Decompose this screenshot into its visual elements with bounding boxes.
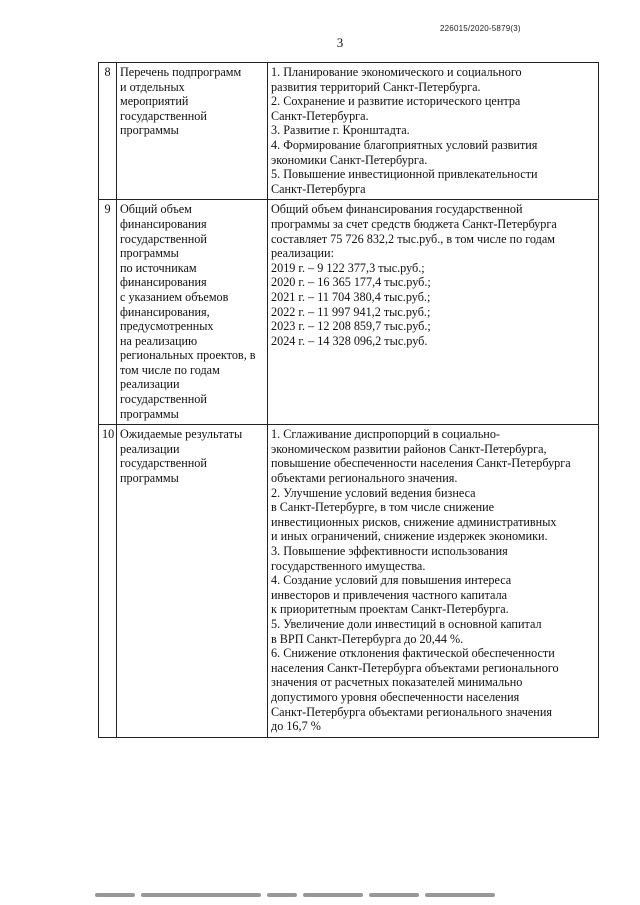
- value-line: 4. Формирование благоприятных условий развития: [271, 137, 538, 152]
- value-line: Санкт-Петербурга: [271, 181, 366, 196]
- value-line: 3. Развитие г. Кронштадта.: [271, 123, 410, 138]
- label-line: государственной: [120, 456, 207, 471]
- label-line: том числе по годам: [120, 362, 220, 377]
- value-line: Общий объем финансирования государственной: [271, 202, 523, 217]
- value-line: значения от расчетных показателей минимально: [271, 675, 523, 690]
- value-line: 1. Сглаживание диспропорций в социально-: [271, 427, 500, 442]
- value-line: 2023 г. – 12 208 859,7 тыс.руб.;: [271, 319, 431, 334]
- value-line: 2022 г. – 11 997 941,2 тыс.руб.;: [271, 304, 431, 319]
- label-line: государственной: [120, 392, 207, 407]
- label-line: финансирования: [120, 216, 207, 231]
- label-line: финансирования: [120, 275, 207, 290]
- value-line: и иных ограничений, снижение издержек экономики.: [271, 529, 548, 544]
- value-line: повышение обеспеченности населения Санкт-Петербурга: [271, 456, 571, 471]
- value-line: населения Санкт-Петербурга объектами регионального: [271, 660, 559, 675]
- label-line: с указанием объемов: [120, 289, 229, 304]
- label-line: реализации: [120, 441, 180, 456]
- value-line: Санкт-Петербурга объектами регионального значения: [271, 704, 552, 719]
- label-line: государственной: [120, 231, 207, 246]
- label-line: на реализацию: [120, 333, 198, 348]
- value-line: к приоритетным проектам Санкт-Петербурга.: [271, 602, 509, 617]
- row-value: [268, 200, 599, 425]
- value-line: реализации:: [271, 246, 334, 261]
- value-line: 2024 г. – 14 328 096,2 тыс.руб.: [271, 333, 428, 348]
- table-row: [99, 63, 599, 200]
- value-line: 6. Снижение отклонения фактической обеспеченности: [271, 646, 555, 661]
- value-line: экономики Санкт-Петербурга.: [271, 152, 428, 167]
- label-line: Ожидаемые результаты: [120, 427, 243, 442]
- value-line: 5. Повышение инвестиционной привлекательности: [271, 167, 538, 182]
- value-line: допустимого уровня обеспеченности населения: [271, 689, 520, 704]
- value-line: государственного имущества.: [271, 558, 426, 573]
- label-line: программы: [120, 406, 179, 421]
- row-number: 8: [99, 63, 117, 200]
- label-line: Общий объем: [120, 202, 192, 217]
- value-line: инвестиционных рисков, снижение административных: [271, 514, 557, 529]
- value-line: 5. Увеличение доли инвестиций в основной капитал: [271, 616, 542, 631]
- label-line: и отдельных: [120, 79, 185, 94]
- document-registration-number: 226015/2020-5879(3): [440, 24, 521, 33]
- row-label: [117, 425, 268, 737]
- value-line: 2. Сохранение и развитие исторического центра: [271, 94, 521, 109]
- row-number: 9: [99, 200, 117, 425]
- row-label: [117, 200, 268, 425]
- label-line: государственной: [120, 108, 207, 123]
- value-line: 4. Создание условий для повышения интереса: [271, 573, 512, 588]
- label-line: программы: [120, 471, 179, 486]
- value-line: 2021 г. – 11 704 380,4 тыс.руб.;: [271, 289, 431, 304]
- label-line: программы: [120, 123, 179, 138]
- table-row: [99, 425, 599, 737]
- row-value: [268, 425, 599, 737]
- row-label: [117, 63, 268, 200]
- value-line: до 16,7 %: [271, 719, 321, 734]
- value-line: 1. Планирование экономического и социального: [271, 65, 522, 79]
- label-line: региональных проектов, в: [120, 348, 256, 363]
- row-value: [268, 63, 599, 200]
- value-line: объектами регионального значения.: [271, 471, 458, 486]
- label-line: Перечень подпрограмм: [120, 65, 242, 79]
- value-line: составляет 75 726 832,2 тыс.руб., в том числе по годам: [271, 231, 555, 246]
- label-line: финансирования,: [120, 304, 210, 319]
- label-line: программы: [120, 246, 179, 261]
- value-line: инвесторов и привлечения частного капитала: [271, 587, 508, 602]
- value-line: 2. Улучшение условий ведения бизнеса: [271, 485, 476, 500]
- table-row: [99, 200, 599, 425]
- value-line: 3. Повышение эффективности использования: [271, 544, 508, 558]
- page-number: 3: [336, 35, 344, 50]
- value-line: 2019 г. – 9 122 377,3 тыс.руб.;: [271, 260, 425, 275]
- program-passport-table: [98, 62, 599, 738]
- value-line: в ВРП Санкт-Петербурга до 20,44 %.: [271, 631, 464, 646]
- value-line: программы за счет средств бюджета Санкт-Петербурга: [271, 216, 557, 231]
- label-line: предусмотренных: [120, 319, 214, 334]
- value-line: Санкт-Петербурга.: [271, 108, 369, 123]
- row-number: 10: [99, 425, 117, 737]
- value-line: 2020 г. – 16 365 177,4 тыс.руб.;: [271, 275, 431, 290]
- value-line: развития территорий Санкт-Петербурга.: [271, 79, 481, 94]
- label-line: по источникам: [120, 260, 197, 275]
- label-line: реализации: [120, 377, 180, 392]
- value-line: в Санкт-Петербурге, в том числе снижение: [271, 500, 495, 515]
- value-line: экономическом развитии районов Санкт-Петербурга,: [271, 441, 547, 456]
- cut-off-footer-text: [95, 893, 555, 899]
- label-line: мероприятий: [120, 94, 189, 109]
